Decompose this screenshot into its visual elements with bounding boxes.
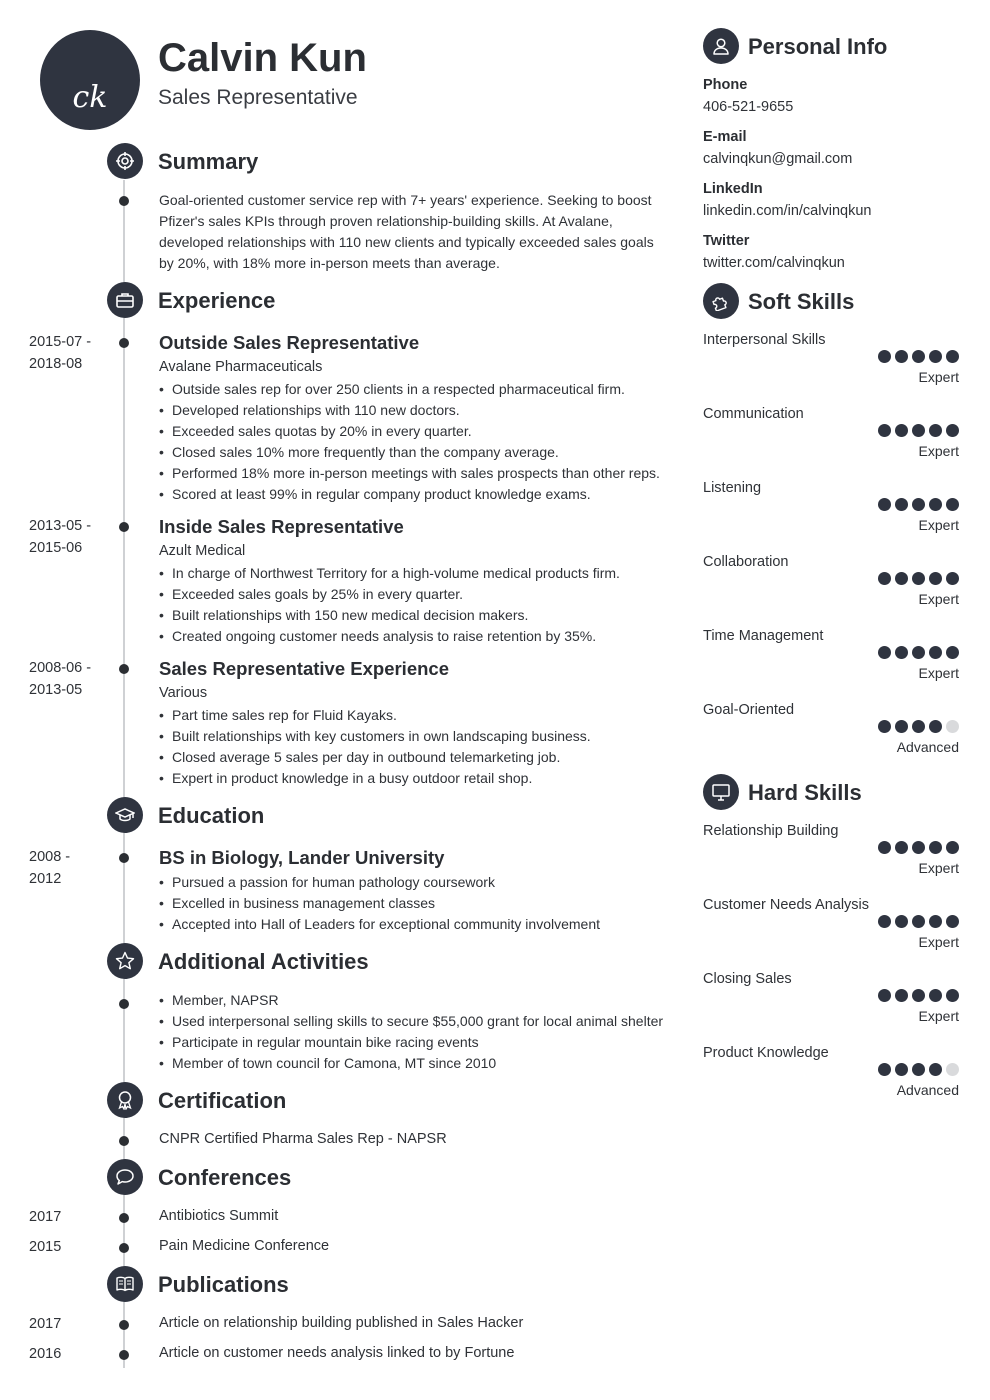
- skill-rating: [878, 572, 960, 586]
- activities-bullets: [159, 990, 663, 1074]
- rating-dot-filled: [878, 424, 891, 437]
- conferences-heading: Conferences: [158, 1165, 292, 1190]
- rating-dot-filled: [895, 989, 908, 1002]
- book-icon: [107, 1266, 143, 1302]
- rating-dot-filled: [912, 989, 925, 1002]
- education-heading: Education: [158, 803, 265, 828]
- skill-level: Expert: [918, 934, 959, 950]
- list-item: • Created ongoing customer needs analysis to raise retention by 35%.: [159, 626, 620, 647]
- skill-rating: [878, 989, 960, 1003]
- timeline-dot: [119, 196, 129, 206]
- job-date-start: 2015-07 -: [29, 334, 92, 350]
- timeline-dot: [119, 1320, 129, 1330]
- job-title: Inside Sales Representative: [159, 516, 404, 537]
- skill-rating: [878, 646, 960, 660]
- skill-rating: [878, 841, 960, 855]
- rating-dot-filled: [912, 646, 925, 659]
- skill-name: Relationship Building: [703, 823, 839, 839]
- list-item: • Accepted into Hall of Leaders for exceptional community involvement: [159, 914, 600, 935]
- timeline-dot: [119, 1213, 129, 1223]
- rating-dot-filled: [878, 841, 891, 854]
- rating-dot-filled: [946, 915, 959, 928]
- job-title: Outside Sales Representative: [159, 332, 420, 353]
- skill-rating: [878, 350, 960, 364]
- rating-dot-filled: [929, 915, 942, 928]
- skill-level: Advanced: [896, 739, 959, 755]
- skill-level: Expert: [918, 860, 959, 876]
- phone-value: 406-521-9655: [703, 99, 794, 115]
- education-date-end: 2012: [29, 871, 62, 887]
- job-date-start: 2008-06 -: [29, 660, 92, 676]
- conference-name: Antibiotics Summit: [159, 1208, 279, 1224]
- timeline-dot: [119, 338, 129, 348]
- skill-name: Listening: [703, 480, 762, 496]
- skill-name: Collaboration: [703, 554, 789, 570]
- skill-name: Time Management: [703, 628, 824, 644]
- soft-skills-heading: Soft Skills: [748, 289, 855, 314]
- job-date-end: 2013-05: [29, 682, 83, 698]
- job-date-end: 2018-08: [29, 356, 83, 372]
- list-item: • Used interpersonal selling skills to secure $55,000 grant for local animal shelter: [159, 1011, 663, 1032]
- publication-name: Article on relationship building published in Sales Hacker: [159, 1315, 524, 1331]
- candidate-title: Sales Representative: [158, 86, 358, 109]
- experience-heading: Experience: [158, 288, 276, 313]
- graduation-cap-icon: [107, 797, 143, 833]
- rating-dot-filled: [895, 498, 908, 511]
- list-item: • Performed 18% more in-person meetings with sales prospects than other reps.: [159, 463, 660, 484]
- rating-dot-filled: [946, 841, 959, 854]
- skill-level: Expert: [918, 369, 959, 385]
- rating-dot-filled: [929, 720, 942, 733]
- job-company: Azult Medical: [159, 543, 246, 559]
- rating-dot-filled: [895, 646, 908, 659]
- rating-dot-filled: [878, 646, 891, 659]
- rating-dot-filled: [878, 1063, 891, 1076]
- list-item: • Exceeded sales goals by 25% in every quarter.: [159, 584, 620, 605]
- skill-name: Customer Needs Analysis: [703, 897, 870, 913]
- summary-text: Goal-oriented customer service rep with 7+ years' experience. Seeking to boost Pfizer's sales KPIs through proven relationship-building skills. At Avalane, developed relationships with 110 new clients and typically exceeded sales goals by 20%, with 18% more in-person meets than average.: [159, 192, 654, 271]
- conference-year: 2015: [29, 1239, 62, 1255]
- timeline-dot: [119, 1350, 129, 1360]
- rating-dot-filled: [895, 1063, 908, 1076]
- certification-item: CNPR Certified Pharma Sales Rep - NAPSR: [159, 1131, 447, 1147]
- skill-rating: [878, 1063, 960, 1077]
- summary-heading: Summary: [158, 149, 259, 174]
- rating-dot-empty: [946, 720, 959, 733]
- rating-dot-filled: [895, 915, 908, 928]
- rating-dot-filled: [929, 841, 942, 854]
- list-item: • Member of town council for Camona, MT since 2010: [159, 1053, 663, 1074]
- skill-level: Expert: [918, 443, 959, 459]
- list-item: • Member, NAPSR: [159, 990, 663, 1011]
- education-date-start: 2008 -: [29, 849, 71, 865]
- rating-dot-filled: [878, 720, 891, 733]
- rating-dot-filled: [895, 841, 908, 854]
- linkedin-value: linkedin.com/in/calvinqkun: [703, 203, 872, 219]
- list-item: • Expert in product knowledge in a busy outdoor retail shop.: [159, 768, 591, 789]
- monogram-avatar: [40, 30, 140, 130]
- list-item: • In charge of Northwest Territory for a high-volume medical products firm.: [159, 563, 620, 584]
- job-bullets: [159, 705, 591, 789]
- rating-dot-filled: [895, 572, 908, 585]
- rating-dot-filled: [878, 572, 891, 585]
- rating-dot-filled: [912, 841, 925, 854]
- rating-dot-filled: [912, 350, 925, 363]
- rating-dot-filled: [895, 424, 908, 437]
- monitor-icon: [703, 774, 739, 810]
- skill-name: Closing Sales: [703, 971, 792, 987]
- rating-dot-filled: [929, 572, 942, 585]
- list-item: • Closed sales 10% more frequently than the company average.: [159, 442, 660, 463]
- rating-dot-filled: [929, 1063, 942, 1076]
- job-date-end: 2015-06: [29, 540, 83, 556]
- publication-year: 2016: [29, 1346, 62, 1362]
- skill-rating: [878, 720, 960, 734]
- job-title: Sales Representative Experience: [159, 658, 449, 679]
- rating-dot-filled: [895, 720, 908, 733]
- conference-year: 2017: [29, 1209, 62, 1225]
- skill-level: Expert: [918, 1008, 959, 1024]
- rating-dot-filled: [929, 498, 942, 511]
- list-item: • Participate in regular mountain bike racing events: [159, 1032, 663, 1053]
- skill-rating: [878, 498, 960, 512]
- candidate-name: Calvin Kun: [158, 36, 367, 80]
- timeline-dot: [119, 999, 129, 1009]
- twitter-value: twitter.com/calvinqkun: [703, 255, 845, 271]
- rating-dot-filled: [878, 350, 891, 363]
- rating-dot-filled: [946, 498, 959, 511]
- briefcase-icon: [107, 282, 143, 318]
- user-icon: [703, 28, 739, 64]
- publication-name: Article on customer needs analysis linked to by Fortune: [159, 1345, 515, 1361]
- email-label: E-mail: [703, 129, 747, 145]
- linkedin-label: LinkedIn: [703, 181, 763, 197]
- job-date-start: 2013-05 -: [29, 518, 92, 534]
- personal-info-heading: Personal Info: [748, 34, 888, 59]
- phone-label: Phone: [703, 77, 748, 93]
- hard-skills-heading: Hard Skills: [748, 780, 862, 805]
- rating-dot-filled: [946, 424, 959, 437]
- list-item: • Scored at least 99% in regular company product knowledge exams.: [159, 484, 660, 505]
- skill-rating: [878, 915, 960, 929]
- activities-heading: Additional Activities: [158, 949, 369, 974]
- skill-level: Expert: [918, 665, 959, 681]
- rating-dot-filled: [878, 915, 891, 928]
- job-company: Avalane Pharmaceuticals: [159, 359, 323, 375]
- timeline-dot: [119, 522, 129, 532]
- job-bullets: [159, 379, 660, 505]
- rating-dot-filled: [878, 989, 891, 1002]
- rating-dot-filled: [929, 646, 942, 659]
- degree-title: BS in Biology, Lander University: [159, 847, 445, 868]
- twitter-label: Twitter: [703, 233, 750, 249]
- job-company: Various: [159, 685, 208, 701]
- rating-dot-filled: [946, 350, 959, 363]
- list-item: • Outside sales rep for over 250 clients in a respected pharmaceutical firm.: [159, 379, 660, 400]
- skill-level: Advanced: [896, 1082, 959, 1098]
- timeline-dot: [119, 664, 129, 674]
- publication-year: 2017: [29, 1316, 62, 1332]
- email-value: calvinqkun@gmail.com: [703, 151, 853, 167]
- list-item: • Part time sales rep for Fluid Kayaks.: [159, 705, 591, 726]
- award-ribbon-icon: [107, 1082, 143, 1118]
- rating-dot-filled: [946, 989, 959, 1002]
- puzzle-piece-icon: [703, 283, 739, 319]
- star-icon: [107, 943, 143, 979]
- rating-dot-filled: [912, 720, 925, 733]
- rating-dot-filled: [929, 424, 942, 437]
- skill-name: Goal-Oriented: [703, 702, 795, 718]
- conference-name: Pain Medicine Conference: [159, 1238, 330, 1254]
- publications-heading: Publications: [158, 1272, 289, 1297]
- speech-bubble-icon: [107, 1159, 143, 1195]
- rating-dot-filled: [946, 646, 959, 659]
- skill-name: Communication: [703, 406, 804, 422]
- job-bullets: [159, 563, 620, 647]
- target-icon: [107, 143, 143, 179]
- rating-dot-filled: [912, 498, 925, 511]
- certification-heading: Certification: [158, 1088, 287, 1113]
- education-bullets: [159, 872, 600, 935]
- timeline-dot: [119, 1136, 129, 1146]
- rating-dot-filled: [912, 1063, 925, 1076]
- rating-dot-filled: [895, 350, 908, 363]
- skill-name: Interpersonal Skills: [703, 332, 826, 348]
- skill-level: Expert: [918, 591, 959, 607]
- list-item: • Built relationships with key customers in own landscaping business.: [159, 726, 591, 747]
- list-item: • Pursued a passion for human pathology coursework: [159, 872, 600, 893]
- list-item: • Excelled in business management classes: [159, 893, 600, 914]
- timeline-dot: [119, 1243, 129, 1253]
- monogram-text: ck: [72, 80, 108, 115]
- rating-dot-filled: [912, 915, 925, 928]
- skill-name: Product Knowledge: [703, 1045, 829, 1061]
- rating-dot-filled: [912, 424, 925, 437]
- rating-dot-filled: [912, 572, 925, 585]
- skill-level: Expert: [918, 517, 959, 533]
- list-item: • Developed relationships with 110 new doctors.: [159, 400, 660, 421]
- rating-dot-filled: [929, 350, 942, 363]
- skill-rating: [878, 424, 960, 438]
- rating-dot-filled: [929, 989, 942, 1002]
- timeline-dot: [119, 853, 129, 863]
- rating-dot-filled: [878, 498, 891, 511]
- rating-dot-empty: [946, 1063, 959, 1076]
- list-item: • Exceeded sales quotas by 20% in every quarter.: [159, 421, 660, 442]
- rating-dot-filled: [946, 572, 959, 585]
- list-item: • Closed average 5 sales per day in outbound telemarketing job.: [159, 747, 591, 768]
- list-item: • Built relationships with 150 new medical decision makers.: [159, 605, 620, 626]
